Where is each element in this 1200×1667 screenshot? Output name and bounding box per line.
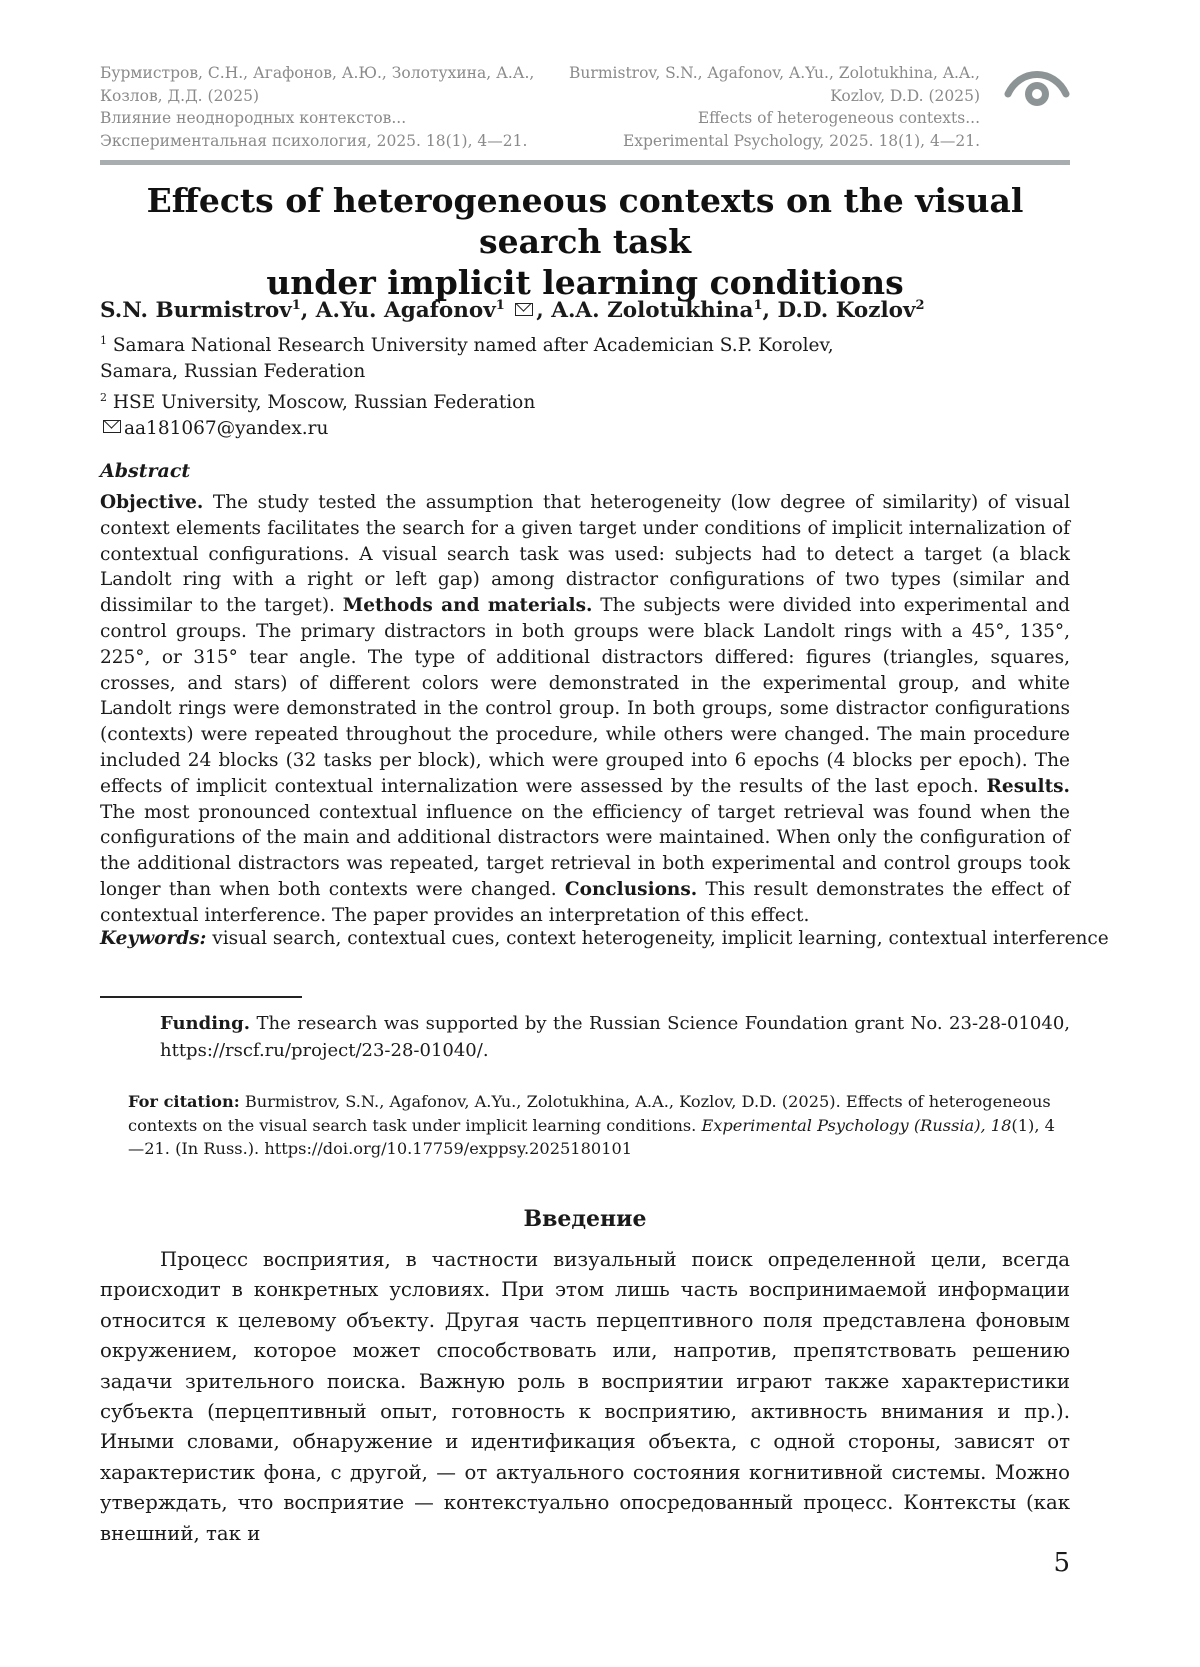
methods-label: Methods and materials. xyxy=(342,595,593,617)
header-rule xyxy=(100,160,1070,165)
eye-icon xyxy=(1004,60,1070,112)
paper-title xyxy=(100,180,1070,303)
rh-right-line: Kozlov, D.D. (2025) xyxy=(830,86,980,105)
email-link[interactable]: aa181067@yandex.ru xyxy=(124,418,329,440)
funding-note xyxy=(160,1010,1070,1064)
abstract-body xyxy=(100,490,1070,929)
objective-label: Objective. xyxy=(100,492,204,513)
rh-left-line: Козлов, Д.Д. (2025) xyxy=(100,86,260,105)
affiliation-1 xyxy=(100,328,834,359)
results-text: The most pronounced contextual influence on the efficiency of target retrieval was found when the configurations of the main and additional distractors were maintained. When only the configuration of the additional distractors was repeated, target retrieval in both experimental and control groups took longer than when both contexts were changed. xyxy=(100,801,1070,900)
results-label: Results. xyxy=(986,775,1070,797)
affiliation-text: Samara National Research University named after Academician S.P. Korolev, xyxy=(107,335,834,357)
author-affiliation-mark: 1 xyxy=(291,298,301,313)
author-affiliation-mark: 2 xyxy=(915,298,925,313)
title-line-1: Effects of heterogeneous contexts on the visual search task xyxy=(146,181,1024,261)
running-header xyxy=(100,62,980,154)
contact-email xyxy=(100,416,834,442)
methods-text: The subjects were divided into experimental and control groups. The primary distractors in both groups were black Landolt rings with a 45°, 135°, 225°, or 315° tear angle. The type of additional distractors differed: figures (triangles, squares, crosses, and stars) of different colors were demonstrated in the experimental group, and white Landolt rings were demonstrated in the control group. In both groups, some distractor configurations (contexts) were repeated throughout the procedure, while others were changed. The main procedure included 24 blocks (32 tasks per block), which were grouped into 6 epochs (4 blocks per epoch). The effects of implicit contextual internalization were assessed by the results of the last epoch. xyxy=(100,595,1071,797)
envelope-icon xyxy=(515,303,533,316)
keywords-label: Keywords: xyxy=(100,928,207,949)
author-separator: , xyxy=(536,298,552,324)
keywords xyxy=(100,928,1109,949)
affiliation-mark: 2 xyxy=(100,391,107,405)
running-header-english xyxy=(569,62,980,152)
rh-left-line: Влияние неоднородных контекстов... xyxy=(100,109,407,127)
abstract-heading: Abstract xyxy=(100,460,191,482)
keywords-text: visual search, contextual cues, context heterogeneity, implicit learning, contextual interference xyxy=(206,928,1109,949)
affiliation-mark: 1 xyxy=(100,334,107,347)
author-affiliation-mark: 1 xyxy=(753,298,763,313)
affiliation-2 xyxy=(100,385,834,416)
page-number: 5 xyxy=(1053,1548,1070,1578)
author-name: D.D. Kozlov xyxy=(777,298,916,324)
citation-journal: Experimental Psychology (Russia), 18 xyxy=(701,1115,1012,1135)
citation-text: Burmistrov, S.N., Agafonov, A.Yu., Zolotukhina, A.A., Kozlov, D.D. (2025). Effects of heterogeneous contexts on the visual search task under implicit learning conditions. xyxy=(128,1092,1051,1135)
section-heading: Введение xyxy=(523,1206,647,1232)
envelope-icon xyxy=(103,420,121,433)
funding-label: Funding. xyxy=(160,1013,250,1034)
author-separator: , xyxy=(300,298,316,324)
author-name: A.Yu. Agafonov xyxy=(315,298,496,324)
funding-text: The research was supported by the Russian Science Foundation grant No. 23-28-01040, https://rscf.ru/project/23-28-01040/. xyxy=(160,1013,1070,1061)
citation-note xyxy=(128,1090,1070,1161)
author-separator: , xyxy=(762,298,778,324)
citation-text-end: (1), 4—21. (In Russ.). https://doi.org/10.17759/exppsy.2025180101 xyxy=(128,1115,1055,1158)
author-list xyxy=(100,298,925,323)
conclusions-text: This result demonstrates the effect of contextual interference. The paper provides an interpretation of this effect. xyxy=(100,878,1070,926)
affiliations xyxy=(100,328,834,442)
author-name: S.N. Burmistrov xyxy=(100,298,292,324)
rh-right-line: Burmistrov, S.N., Agafonov, A.Yu., Zolotukhina, A.A., xyxy=(569,64,980,82)
rh-right-line: Effects of heterogeneous contexts... xyxy=(697,109,980,127)
title-line-2: under implicit learning conditions xyxy=(266,263,904,302)
conclusions-label: Conclusions. xyxy=(564,878,698,900)
objective-text: The study tested the assumption that heterogeneity (low degree of similarity) of visual context elements facilitates the search for a given target under conditions of implicit internalization of contextual configurations. A visual search task was used: subjects had to detect a target (a black Landolt ring with a right or left gap) among distractor configurations of two types (similar and dissimilar to the target). xyxy=(100,492,1070,617)
citation-label: For citation: xyxy=(128,1092,240,1111)
introduction-paragraph: Процесс восприятия, в частности визуальный поиск определенной цели, всегда происходит в конкретных условиях. При этом лишь часть воспринимаемой информации относится к целевому объекту. Другая часть перцептивного поля представлена фоновым окружением, которое может способствовать или, напротив, препятствовать решению задачи зрительного поиска. Важную роль в восприятии играют также характеристики субъекта (перцептивный опыт, готовность к восприятию, активность внимания и пр.). Иными словами, обнаружение и идентификация объекта, с одной стороны, зависят от характеристик фона, с другой, — от актуального состояния когнитивной системы. Можно утверждать, что восприятие — контекстуально опосредованный процесс. Контексты (как внешний, так и xyxy=(100,1248,1070,1545)
rh-left-line: Бурмистров, С.Н., Агафонов, А.Ю., Золотухина, А.А., xyxy=(100,64,535,82)
running-header-russian xyxy=(100,62,534,152)
rh-left-line: Экспериментальная психология, 2025. 18(1), 4—21. xyxy=(100,131,528,150)
footnote-rule xyxy=(100,996,302,998)
author-name: A.A. Zolotukhina xyxy=(551,298,754,324)
affiliation-text: HSE University, Moscow, Russian Federation xyxy=(107,392,536,414)
affiliation-1-cont: Samara, Russian Federation xyxy=(100,361,366,383)
author-affiliation-mark: 1 xyxy=(495,298,505,313)
rh-right-line: Experimental Psychology, 2025. 18(1), 4—21. xyxy=(622,131,980,150)
